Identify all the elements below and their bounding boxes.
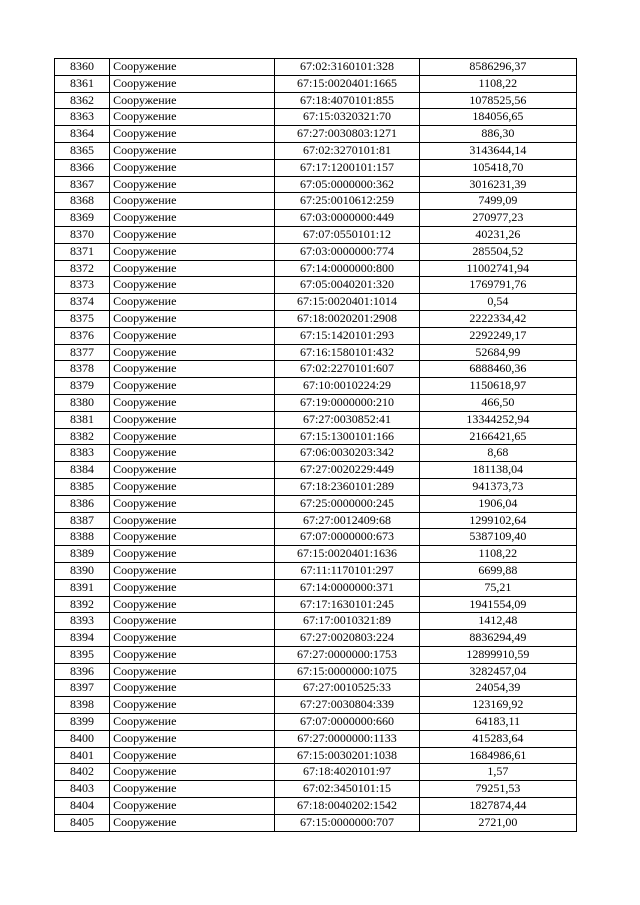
cadastral-number-cell: 67:15:0020401:1014 bbox=[275, 294, 419, 311]
cadastral-value-cell: 1769791,76 bbox=[419, 277, 576, 294]
object-type-cell: Сооружение bbox=[110, 814, 275, 831]
cadastral-value-cell: 886,30 bbox=[419, 126, 576, 143]
object-type-cell: Сооружение bbox=[110, 210, 275, 227]
cadastral-number-cell: 67:02:3160101:328 bbox=[275, 59, 419, 76]
table-row bbox=[55, 243, 577, 260]
table-row bbox=[55, 562, 577, 579]
cadastral-number-cell: 67:14:0000000:371 bbox=[275, 579, 419, 596]
object-type-cell: Сооружение bbox=[110, 126, 275, 143]
row-number-cell: 8388 bbox=[55, 529, 110, 546]
cadastral-value-cell: 2721,00 bbox=[419, 814, 576, 831]
object-type-cell: Сооружение bbox=[110, 243, 275, 260]
row-number-cell: 8401 bbox=[55, 747, 110, 764]
object-type-cell: Сооружение bbox=[110, 663, 275, 680]
cadastral-value-cell: 6888460,36 bbox=[419, 361, 576, 378]
table-row bbox=[55, 344, 577, 361]
object-type-cell: Сооружение bbox=[110, 226, 275, 243]
object-type-cell: Сооружение bbox=[110, 159, 275, 176]
object-type-cell: Сооружение bbox=[110, 176, 275, 193]
cadastral-number-cell: 67:15:1300101:166 bbox=[275, 428, 419, 445]
row-number-cell: 8383 bbox=[55, 445, 110, 462]
row-number-cell: 8374 bbox=[55, 294, 110, 311]
row-number-cell: 8398 bbox=[55, 697, 110, 714]
cadastral-number-cell: 67:27:0000000:1133 bbox=[275, 730, 419, 747]
object-type-cell: Сооружение bbox=[110, 613, 275, 630]
object-type-cell: Сооружение bbox=[110, 495, 275, 512]
cadastral-number-cell: 67:17:1630101:245 bbox=[275, 596, 419, 613]
table-row bbox=[55, 798, 577, 815]
object-type-cell: Сооружение bbox=[110, 562, 275, 579]
cadastral-number-cell: 67:15:0000000:707 bbox=[275, 814, 419, 831]
cadastral-number-cell: 67:02:3270101:81 bbox=[275, 142, 419, 159]
cadastral-value-cell: 1906,04 bbox=[419, 495, 576, 512]
cadastral-value-cell: 1412,48 bbox=[419, 613, 576, 630]
object-type-cell: Сооружение bbox=[110, 411, 275, 428]
cadastral-number-cell: 67:05:0000000:362 bbox=[275, 176, 419, 193]
object-type-cell: Сооружение bbox=[110, 193, 275, 210]
cadastral-value-cell: 285504,52 bbox=[419, 243, 576, 260]
row-number-cell: 8377 bbox=[55, 344, 110, 361]
cadastral-number-cell: 67:15:0320321:70 bbox=[275, 109, 419, 126]
object-type-cell: Сооружение bbox=[110, 344, 275, 361]
table-row bbox=[55, 445, 577, 462]
cadastral-value-cell: 1108,22 bbox=[419, 75, 576, 92]
table-row bbox=[55, 512, 577, 529]
table-row bbox=[55, 59, 577, 76]
object-type-cell: Сооружение bbox=[110, 327, 275, 344]
row-number-cell: 8362 bbox=[55, 92, 110, 109]
table-row bbox=[55, 411, 577, 428]
cadastral-number-cell: 67:18:4020101:97 bbox=[275, 764, 419, 781]
cadastral-value-cell: 1150618,97 bbox=[419, 378, 576, 395]
cadastral-number-cell: 67:18:0020201:2908 bbox=[275, 310, 419, 327]
row-number-cell: 8392 bbox=[55, 596, 110, 613]
cadastral-number-cell: 67:18:0040202:1542 bbox=[275, 798, 419, 815]
table-row bbox=[55, 428, 577, 445]
cadastral-value-cell: 105418,70 bbox=[419, 159, 576, 176]
cadastral-value-cell: 1941554,09 bbox=[419, 596, 576, 613]
table-row bbox=[55, 226, 577, 243]
registry-table bbox=[54, 58, 577, 832]
cadastral-value-cell: 415283,64 bbox=[419, 730, 576, 747]
cadastral-value-cell: 466,50 bbox=[419, 394, 576, 411]
cadastral-number-cell: 67:18:4070101:855 bbox=[275, 92, 419, 109]
cadastral-number-cell: 67:19:0000000:210 bbox=[275, 394, 419, 411]
table-row bbox=[55, 663, 577, 680]
cadastral-value-cell: 13344252,94 bbox=[419, 411, 576, 428]
table-row bbox=[55, 193, 577, 210]
cadastral-value-cell: 3282457,04 bbox=[419, 663, 576, 680]
row-number-cell: 8369 bbox=[55, 210, 110, 227]
row-number-cell: 8390 bbox=[55, 562, 110, 579]
cadastral-number-cell: 67:25:0010612:259 bbox=[275, 193, 419, 210]
table-row bbox=[55, 596, 577, 613]
cadastral-number-cell: 67:03:0000000:449 bbox=[275, 210, 419, 227]
cadastral-number-cell: 67:27:0020229:449 bbox=[275, 462, 419, 479]
cadastral-value-cell: 75,21 bbox=[419, 579, 576, 596]
object-type-cell: Сооружение bbox=[110, 260, 275, 277]
cadastral-number-cell: 67:02:3450101:15 bbox=[275, 781, 419, 798]
object-type-cell: Сооружение bbox=[110, 59, 275, 76]
object-type-cell: Сооружение bbox=[110, 109, 275, 126]
cadastral-number-cell: 67:07:0550101:12 bbox=[275, 226, 419, 243]
cadastral-number-cell: 67:17:1200101:157 bbox=[275, 159, 419, 176]
object-type-cell: Сооружение bbox=[110, 512, 275, 529]
row-number-cell: 8395 bbox=[55, 646, 110, 663]
table-row bbox=[55, 529, 577, 546]
cadastral-number-cell: 67:18:2360101:289 bbox=[275, 478, 419, 495]
table-row bbox=[55, 294, 577, 311]
row-number-cell: 8367 bbox=[55, 176, 110, 193]
object-type-cell: Сооружение bbox=[110, 529, 275, 546]
cadastral-value-cell: 11002741,94 bbox=[419, 260, 576, 277]
table-row bbox=[55, 310, 577, 327]
table-row bbox=[55, 814, 577, 831]
table-row bbox=[55, 126, 577, 143]
table-row bbox=[55, 394, 577, 411]
row-number-cell: 8375 bbox=[55, 310, 110, 327]
cadastral-number-cell: 67:27:0030852:41 bbox=[275, 411, 419, 428]
row-number-cell: 8382 bbox=[55, 428, 110, 445]
row-number-cell: 8381 bbox=[55, 411, 110, 428]
row-number-cell: 8364 bbox=[55, 126, 110, 143]
object-type-cell: Сооружение bbox=[110, 462, 275, 479]
cadastral-number-cell: 67:15:1420101:293 bbox=[275, 327, 419, 344]
row-number-cell: 8360 bbox=[55, 59, 110, 76]
object-type-cell: Сооружение bbox=[110, 394, 275, 411]
table-row bbox=[55, 579, 577, 596]
object-type-cell: Сооружение bbox=[110, 730, 275, 747]
table-row bbox=[55, 159, 577, 176]
cadastral-value-cell: 941373,73 bbox=[419, 478, 576, 495]
cadastral-number-cell: 67:02:2270101:607 bbox=[275, 361, 419, 378]
cadastral-value-cell: 1684986,61 bbox=[419, 747, 576, 764]
table-row bbox=[55, 478, 577, 495]
row-number-cell: 8403 bbox=[55, 781, 110, 798]
cadastral-number-cell: 67:27:0020803:224 bbox=[275, 630, 419, 647]
cadastral-number-cell: 67:07:0000000:660 bbox=[275, 714, 419, 731]
table-row bbox=[55, 730, 577, 747]
cadastral-number-cell: 67:17:0010321:89 bbox=[275, 613, 419, 630]
table-row bbox=[55, 361, 577, 378]
cadastral-value-cell: 7499,09 bbox=[419, 193, 576, 210]
cadastral-value-cell: 1299102,64 bbox=[419, 512, 576, 529]
cadastral-value-cell: 2222334,42 bbox=[419, 310, 576, 327]
object-type-cell: Сооружение bbox=[110, 445, 275, 462]
object-type-cell: Сооружение bbox=[110, 714, 275, 731]
row-number-cell: 8378 bbox=[55, 361, 110, 378]
cadastral-number-cell: 67:07:0000000:673 bbox=[275, 529, 419, 546]
cadastral-number-cell: 67:15:0020401:1636 bbox=[275, 546, 419, 563]
table-row bbox=[55, 714, 577, 731]
cadastral-number-cell: 67:06:0030203:342 bbox=[275, 445, 419, 462]
object-type-cell: Сооружение bbox=[110, 646, 275, 663]
row-number-cell: 8404 bbox=[55, 798, 110, 815]
cadastral-number-cell: 67:14:0000000:800 bbox=[275, 260, 419, 277]
cadastral-value-cell: 79251,53 bbox=[419, 781, 576, 798]
table-row bbox=[55, 680, 577, 697]
table-row bbox=[55, 75, 577, 92]
cadastral-value-cell: 1,57 bbox=[419, 764, 576, 781]
row-number-cell: 8394 bbox=[55, 630, 110, 647]
table-row bbox=[55, 630, 577, 647]
row-number-cell: 8361 bbox=[55, 75, 110, 92]
object-type-cell: Сооружение bbox=[110, 781, 275, 798]
cadastral-value-cell: 3016231,39 bbox=[419, 176, 576, 193]
object-type-cell: Сооружение bbox=[110, 697, 275, 714]
cadastral-number-cell: 67:27:0030803:1271 bbox=[275, 126, 419, 143]
cadastral-number-cell: 67:27:0010525:33 bbox=[275, 680, 419, 697]
row-number-cell: 8363 bbox=[55, 109, 110, 126]
table-row bbox=[55, 462, 577, 479]
row-number-cell: 8385 bbox=[55, 478, 110, 495]
table-row bbox=[55, 327, 577, 344]
row-number-cell: 8366 bbox=[55, 159, 110, 176]
table-row bbox=[55, 495, 577, 512]
cadastral-value-cell: 5387109,40 bbox=[419, 529, 576, 546]
cadastral-value-cell: 24054,39 bbox=[419, 680, 576, 697]
object-type-cell: Сооружение bbox=[110, 277, 275, 294]
cadastral-value-cell: 8,68 bbox=[419, 445, 576, 462]
row-number-cell: 8389 bbox=[55, 546, 110, 563]
registry-table-body bbox=[55, 59, 577, 832]
table-row bbox=[55, 697, 577, 714]
cadastral-value-cell: 8836294,49 bbox=[419, 630, 576, 647]
cadastral-value-cell: 123169,92 bbox=[419, 697, 576, 714]
table-row bbox=[55, 747, 577, 764]
cadastral-number-cell: 67:11:1170101:297 bbox=[275, 562, 419, 579]
table-row bbox=[55, 142, 577, 159]
table-row bbox=[55, 210, 577, 227]
cadastral-value-cell: 0,54 bbox=[419, 294, 576, 311]
cadastral-number-cell: 67:15:0020401:1665 bbox=[275, 75, 419, 92]
table-row bbox=[55, 764, 577, 781]
object-type-cell: Сооружение bbox=[110, 764, 275, 781]
object-type-cell: Сооружение bbox=[110, 294, 275, 311]
row-number-cell: 8379 bbox=[55, 378, 110, 395]
cadastral-number-cell: 67:05:0040201:320 bbox=[275, 277, 419, 294]
row-number-cell: 8387 bbox=[55, 512, 110, 529]
cadastral-value-cell: 270977,23 bbox=[419, 210, 576, 227]
row-number-cell: 8384 bbox=[55, 462, 110, 479]
cadastral-value-cell: 8586296,37 bbox=[419, 59, 576, 76]
table-row bbox=[55, 378, 577, 395]
cadastral-number-cell: 67:15:0030201:1038 bbox=[275, 747, 419, 764]
row-number-cell: 8376 bbox=[55, 327, 110, 344]
row-number-cell: 8371 bbox=[55, 243, 110, 260]
table-row bbox=[55, 277, 577, 294]
table-row bbox=[55, 109, 577, 126]
object-type-cell: Сооружение bbox=[110, 75, 275, 92]
object-type-cell: Сооружение bbox=[110, 92, 275, 109]
object-type-cell: Сооружение bbox=[110, 478, 275, 495]
object-type-cell: Сооружение bbox=[110, 142, 275, 159]
cadastral-number-cell: 67:27:0012409:68 bbox=[275, 512, 419, 529]
cadastral-value-cell: 1827874,44 bbox=[419, 798, 576, 815]
row-number-cell: 8396 bbox=[55, 663, 110, 680]
cadastral-number-cell: 67:27:0000000:1753 bbox=[275, 646, 419, 663]
cadastral-number-cell: 67:16:1580101:432 bbox=[275, 344, 419, 361]
cadastral-value-cell: 181138,04 bbox=[419, 462, 576, 479]
cadastral-number-cell: 67:15:0000000:1075 bbox=[275, 663, 419, 680]
cadastral-value-cell: 12899910,59 bbox=[419, 646, 576, 663]
cadastral-value-cell: 2166421,65 bbox=[419, 428, 576, 445]
object-type-cell: Сооружение bbox=[110, 361, 275, 378]
cadastral-value-cell: 64183,11 bbox=[419, 714, 576, 731]
cadastral-value-cell: 1108,22 bbox=[419, 546, 576, 563]
row-number-cell: 8365 bbox=[55, 142, 110, 159]
row-number-cell: 8368 bbox=[55, 193, 110, 210]
cadastral-number-cell: 67:25:0000000:245 bbox=[275, 495, 419, 512]
row-number-cell: 8393 bbox=[55, 613, 110, 630]
object-type-cell: Сооружение bbox=[110, 747, 275, 764]
cadastral-value-cell: 184056,65 bbox=[419, 109, 576, 126]
row-number-cell: 8402 bbox=[55, 764, 110, 781]
row-number-cell: 8391 bbox=[55, 579, 110, 596]
table-row bbox=[55, 646, 577, 663]
table-row bbox=[55, 613, 577, 630]
row-number-cell: 8372 bbox=[55, 260, 110, 277]
object-type-cell: Сооружение bbox=[110, 428, 275, 445]
cadastral-number-cell: 67:10:0010224:29 bbox=[275, 378, 419, 395]
object-type-cell: Сооружение bbox=[110, 378, 275, 395]
row-number-cell: 8373 bbox=[55, 277, 110, 294]
cadastral-number-cell: 67:03:0000000:774 bbox=[275, 243, 419, 260]
cadastral-value-cell: 1078525,56 bbox=[419, 92, 576, 109]
table-row bbox=[55, 92, 577, 109]
row-number-cell: 8399 bbox=[55, 714, 110, 731]
object-type-cell: Сооружение bbox=[110, 310, 275, 327]
object-type-cell: Сооружение bbox=[110, 630, 275, 647]
row-number-cell: 8380 bbox=[55, 394, 110, 411]
row-number-cell: 8400 bbox=[55, 730, 110, 747]
object-type-cell: Сооружение bbox=[110, 680, 275, 697]
cadastral-value-cell: 52684,99 bbox=[419, 344, 576, 361]
object-type-cell: Сооружение bbox=[110, 798, 275, 815]
object-type-cell: Сооружение bbox=[110, 546, 275, 563]
object-type-cell: Сооружение bbox=[110, 596, 275, 613]
cadastral-value-cell: 40231,26 bbox=[419, 226, 576, 243]
table-row bbox=[55, 176, 577, 193]
table-row bbox=[55, 260, 577, 277]
row-number-cell: 8370 bbox=[55, 226, 110, 243]
cadastral-value-cell: 6699,88 bbox=[419, 562, 576, 579]
object-type-cell: Сооружение bbox=[110, 579, 275, 596]
row-number-cell: 8405 bbox=[55, 814, 110, 831]
cadastral-number-cell: 67:27:0030804:339 bbox=[275, 697, 419, 714]
table-row bbox=[55, 546, 577, 563]
cadastral-value-cell: 3143644,14 bbox=[419, 142, 576, 159]
table-row bbox=[55, 781, 577, 798]
row-number-cell: 8397 bbox=[55, 680, 110, 697]
cadastral-value-cell: 2292249,17 bbox=[419, 327, 576, 344]
row-number-cell: 8386 bbox=[55, 495, 110, 512]
